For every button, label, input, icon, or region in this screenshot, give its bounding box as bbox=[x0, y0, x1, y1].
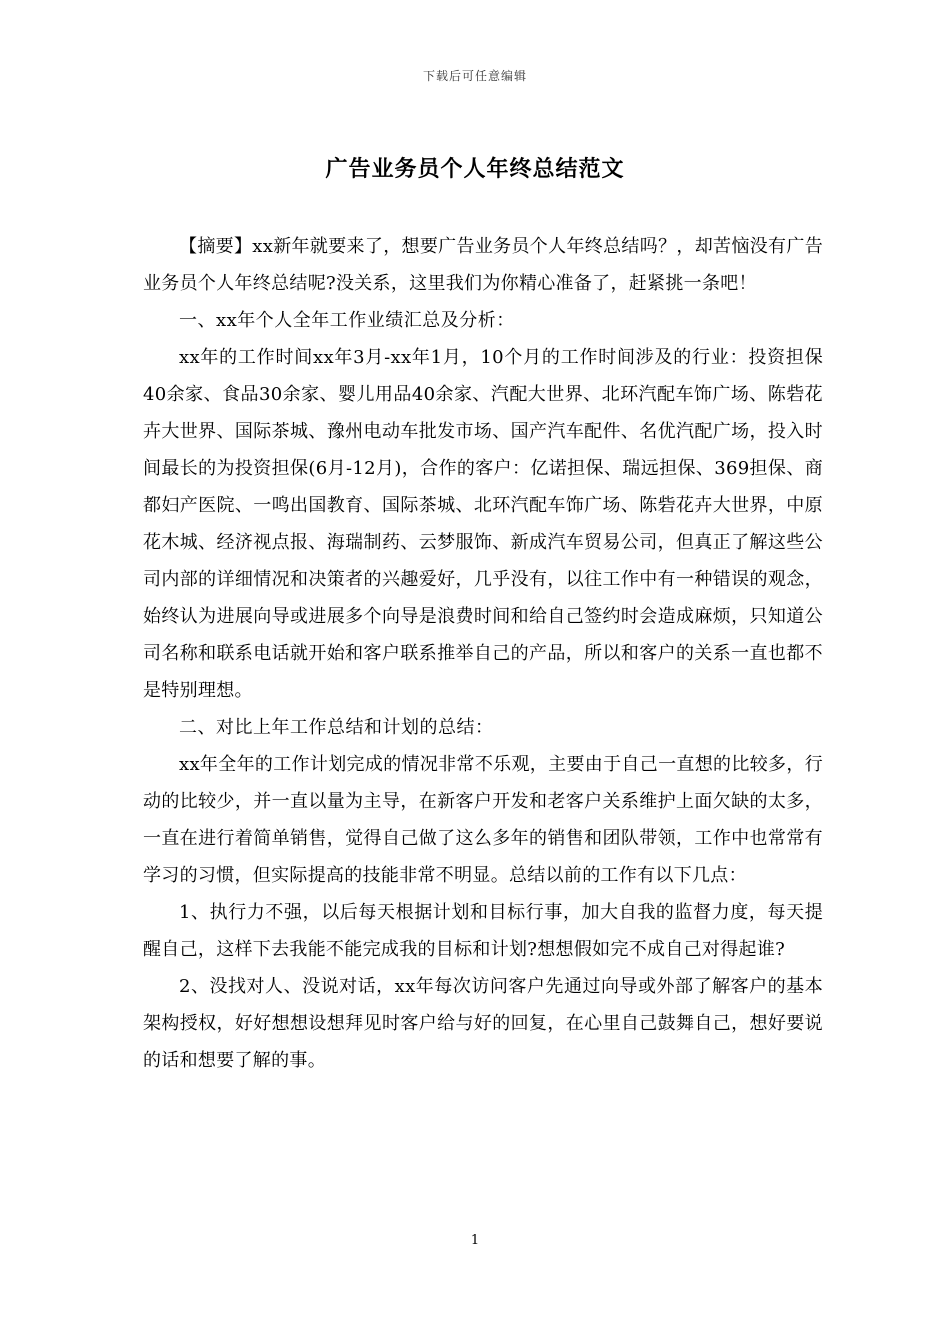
section-heading-2: 二、对比上年工作总结和计划的总结： bbox=[179, 717, 494, 738]
abstract-paragraph: 【摘要】xx新年就要来了，想要广告业务员个人年终总结吗？，却苦恼没有广告业务员个人年终总结呢?没关系，这里我们为你精心准备了，赶紧挑一条吧！ bbox=[143, 236, 823, 294]
document-body bbox=[143, 228, 823, 1079]
list-item-paragraph: 2、没找对人、没说对话，xx年每次访问客户先通过向导或外部了解客户的基本架构授权，好好想想设想拜见时客户给与好的回复，在心里自己鼓舞自己，想好要说的话和想要了解的事。 bbox=[143, 976, 823, 1071]
header-note: 下载后可任意编辑 bbox=[422, 69, 527, 83]
page-number: 1 bbox=[470, 1233, 480, 1248]
document-title: 广告业务员个人年终总结范文 bbox=[325, 156, 625, 182]
body-paragraph: xx年全年的工作计划完成的情况非常不乐观，主要由于自己一直想的比较多，行动的比较少，并一直以量为主导，在新客户开发和老客户关系维护上面欠缺的太多，一直在进行着简单销售，觉得自己做了这么多年的销售和团队带领，工作中也常常有学习的习惯，但实际提高的技能非常不明显。总结以前的工作有以下几点： bbox=[143, 754, 823, 886]
list-item-paragraph: 1、执行力不强，以后每天根据计划和目标行事，加大自我的监督力度，每天提醒自己，这样下去我能不能完成我的目标和计划?想想假如完不成自己对得起谁? bbox=[143, 902, 823, 960]
body-paragraph: xx年的工作时间xx年3月-xx年1月，10个月的工作时间涉及的行业：投资担保40余家、食品30余家、婴儿用品40余家、汽配大世界、北环汽配车饰广场、陈砦花卉大世界、国际茶城、豫州电动车批发市场、国产汽车配件、名优汽配广场，投入时间最长的为投资担保(6月-12月)，合作的客户：亿诺担保、瑞远担保、369担保、商都妇产医院、一鸣出国教育、国际茶城、北环汽配车饰广场、陈砦花卉大世界，中原花木城、经济视点报、海瑞制药、云梦服饰、新成汽车贸易公司，但真正了解这些公司内部的详细情况和决策者的兴趣爱好，几乎没有，以往工作中有一种错误的观念，始终认为进展向导或进展多个向导是浪费时间和给自己签约时会造成麻烦，只知道公司名称和联系电话就开始和客户联系推举自己的产品，所以和客户的关系一直也都不是特别理想。 bbox=[143, 347, 823, 701]
section-heading-1: 一、xx年个人全年工作业绩汇总及分析： bbox=[179, 310, 515, 331]
